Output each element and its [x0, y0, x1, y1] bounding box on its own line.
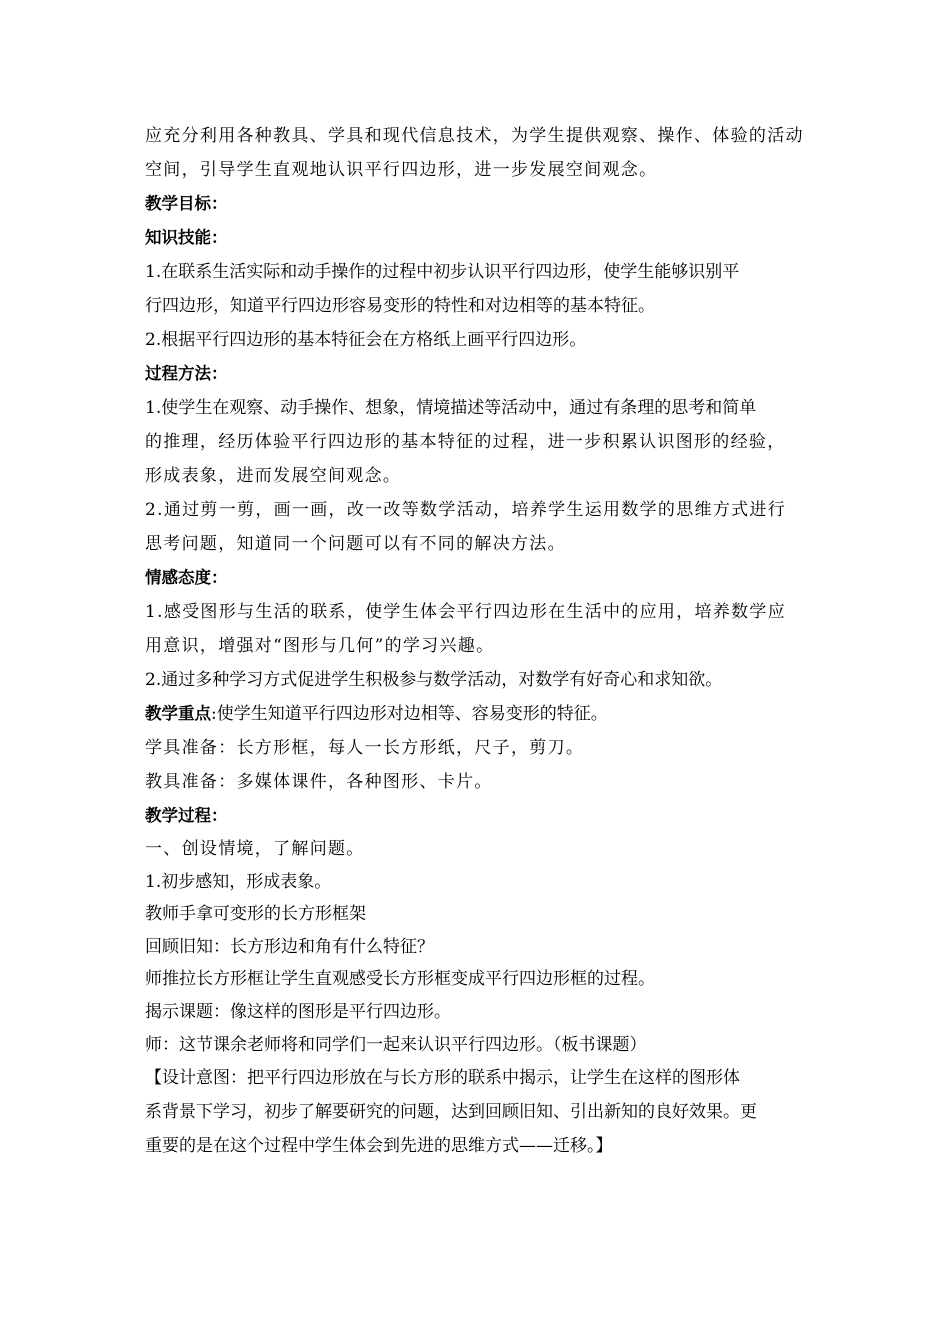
- emotion-line: 1.感受图形与生活的联系，使学生体会平行四边形在生活中的应用，培养数学应: [145, 602, 787, 622]
- process-step: 回顾旧知：长方形边和角有什么特征？: [145, 936, 434, 957]
- process-method-line: 2.通过剪一剪，画一画，改一改等数学活动，培养学生运用数学的思维方式进行: [145, 500, 787, 520]
- process-method-heading: 过程方法：: [145, 364, 228, 383]
- process-step: 一、创设情境，了解问题。: [145, 839, 365, 859]
- process-step: 师推拉长方形框让学生直观感受长方形框变成平行四边形框的过程。: [145, 969, 655, 990]
- teaching-process-heading: 教学过程：: [145, 806, 228, 825]
- process-method-line: 1.使学生在观察、动手操作、想象，情境描述等活动中，通过有条理的思考和简单: [145, 398, 757, 418]
- design-intent-line: 系背景下学习，初步了解要研究的问题，达到回顾旧知、引出新知的良好效果。更: [145, 1102, 757, 1123]
- process-method-line: 的推理，经历体验平行四边形的基本特征的过程，进一步积累认识图形的经验，: [145, 432, 786, 452]
- knowledge-line: 2.根据平行四边形的基本特征会在方格纸上画平行四边形。: [145, 330, 587, 350]
- process-step: 教师手拿可变形的长方形框架: [145, 904, 366, 925]
- knowledge-heading: 知识技能：: [145, 228, 228, 247]
- emotion-heading: 情感态度：: [145, 568, 228, 587]
- knowledge-line: 行四边形，知道平行四边形容易变形的特性和对边相等的基本特征。: [145, 296, 655, 316]
- intro-line: 应充分利用各种教具、学具和现代信息技术，为学生提供观察、操作、体验的活动: [145, 126, 804, 146]
- design-intent-line: 重要的是在这个过程中学生体会到先进的思维方式——迁移。】: [145, 1136, 613, 1157]
- knowledge-line: 1.在联系生活实际和动手操作的过程中初步认识平行四边形，使学生能够识别平: [145, 262, 740, 282]
- process-method-line: 思考问题，知道同一个问题可以有不同的解决方法。: [145, 534, 566, 554]
- key-point-line: [145, 697, 812, 731]
- key-point-text: :使学生知道平行四边形对边相等、容易变形的特征。: [211, 704, 608, 724]
- teaching-goals-heading: 教学目标：: [145, 194, 228, 213]
- student-tools-line: 学具准备：长方形框，每人一长方形纸，尺子，剪刀。: [145, 738, 585, 758]
- design-intent-line: 【设计意图：把平行四边形放在与长方形的联系中揭示，让学生在这样的图形体: [145, 1068, 740, 1089]
- process-step: 1.初步感知，形成表象。: [145, 871, 332, 892]
- process-step: 揭示课题：像这样的图形是平行四边形。: [145, 1001, 451, 1022]
- teacher-tools-line: 教具准备：多媒体课件，各种图形、卡片。: [145, 772, 493, 792]
- process-method-line: 形成表象，进而发展空间观念。: [145, 466, 402, 486]
- emotion-line: 用意识，增强对“图形与几何”的学习兴趣。: [145, 636, 495, 656]
- intro-line: 空间，引导学生直观地认识平行四边形，进一步发展空间观念。: [145, 160, 658, 180]
- document-body: [145, 119, 812, 1163]
- emotion-line: 2.通过多种学习方式促进学生积极参与数学活动，对数学有好奇心和求知欲。: [145, 670, 723, 690]
- process-step: 师：这节课余老师将和同学们一起来认识平行四边形。（板书课题）: [145, 1034, 647, 1055]
- key-point-label: 教学重点: [145, 704, 211, 723]
